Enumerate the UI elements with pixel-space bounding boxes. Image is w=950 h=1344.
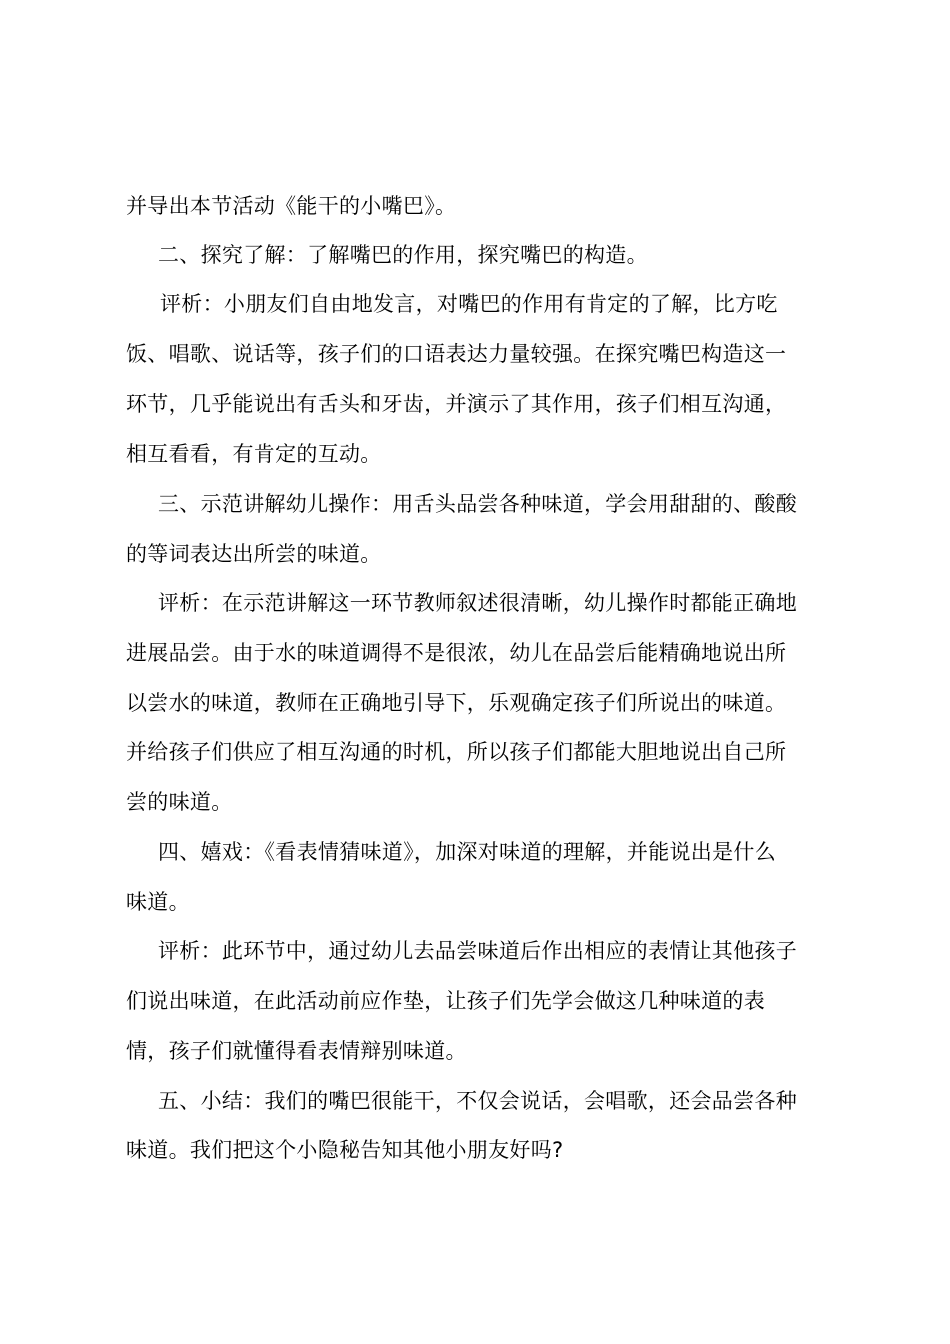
text-line: 环节，几乎能说出有舌头和牙齿，并演示了其作用，孩子们相互沟通， bbox=[126, 392, 787, 416]
text-line: 并导出本节活动《能干的小嘴巴》。 bbox=[126, 194, 457, 218]
text-line: 并给孩子们供应了相互沟通的时机，所以孩子们都能大胆地说出自己所 bbox=[126, 740, 787, 764]
section-heading: 五、小结：我们的嘴巴很能干，不仅会说话，会唱歌，还会品尝各种 bbox=[158, 1089, 797, 1113]
text-line: 味道。我们把这个小隐秘告知其他小朋友好吗? bbox=[126, 1138, 564, 1162]
text-line: 尝的味道。 bbox=[126, 790, 233, 814]
text-line: 相互看看，有肯定的互动。 bbox=[126, 442, 382, 466]
text-line: 以尝水的味道，教师在正确地引导下，乐观确定孩子们所说出的味道。 bbox=[126, 691, 787, 715]
text-line: 们说出味道，在此活动前应作垫，让孩子们先学会做这几种味道的表 bbox=[126, 989, 765, 1013]
text-line: 评析：在示范讲解这一环节教师叙述很清晰，幼儿操作时都能正确地 bbox=[158, 591, 797, 615]
text-line: 的等词表达出所尝的味道。 bbox=[126, 542, 382, 566]
text-line: 情，孩子们就懂得看表情辩别味道。 bbox=[126, 1039, 467, 1063]
section-heading: 四、嬉戏：《看表情猜味道》，加深对味道的理解，并能说出是什么 bbox=[158, 840, 776, 864]
section-heading: 二、探究了解：了解嘴巴的作用，探究嘴巴的构造。 bbox=[158, 243, 648, 267]
text-line: 饭、唱歌、说话等，孩子们的口语表达力量较强。在探究嘴巴构造这一 bbox=[126, 342, 787, 366]
text-line: 评析：此环节中，通过幼儿去品尝味道后作出相应的表情让其他孩子 bbox=[158, 939, 797, 963]
section-heading: 三、示范讲解幼儿操作：用舌头品尝各种味道，学会用甜甜的、酸酸 bbox=[158, 492, 797, 516]
text-line: 评析：小朋友们自由地发言，对嘴巴的作用有肯定的了解，比方吃 bbox=[160, 292, 778, 316]
text-line: 味道。 bbox=[126, 890, 190, 914]
text-line: 进展品尝。由于水的味道调得不是很浓，幼儿在品尝后能精确地说出所 bbox=[126, 641, 787, 665]
